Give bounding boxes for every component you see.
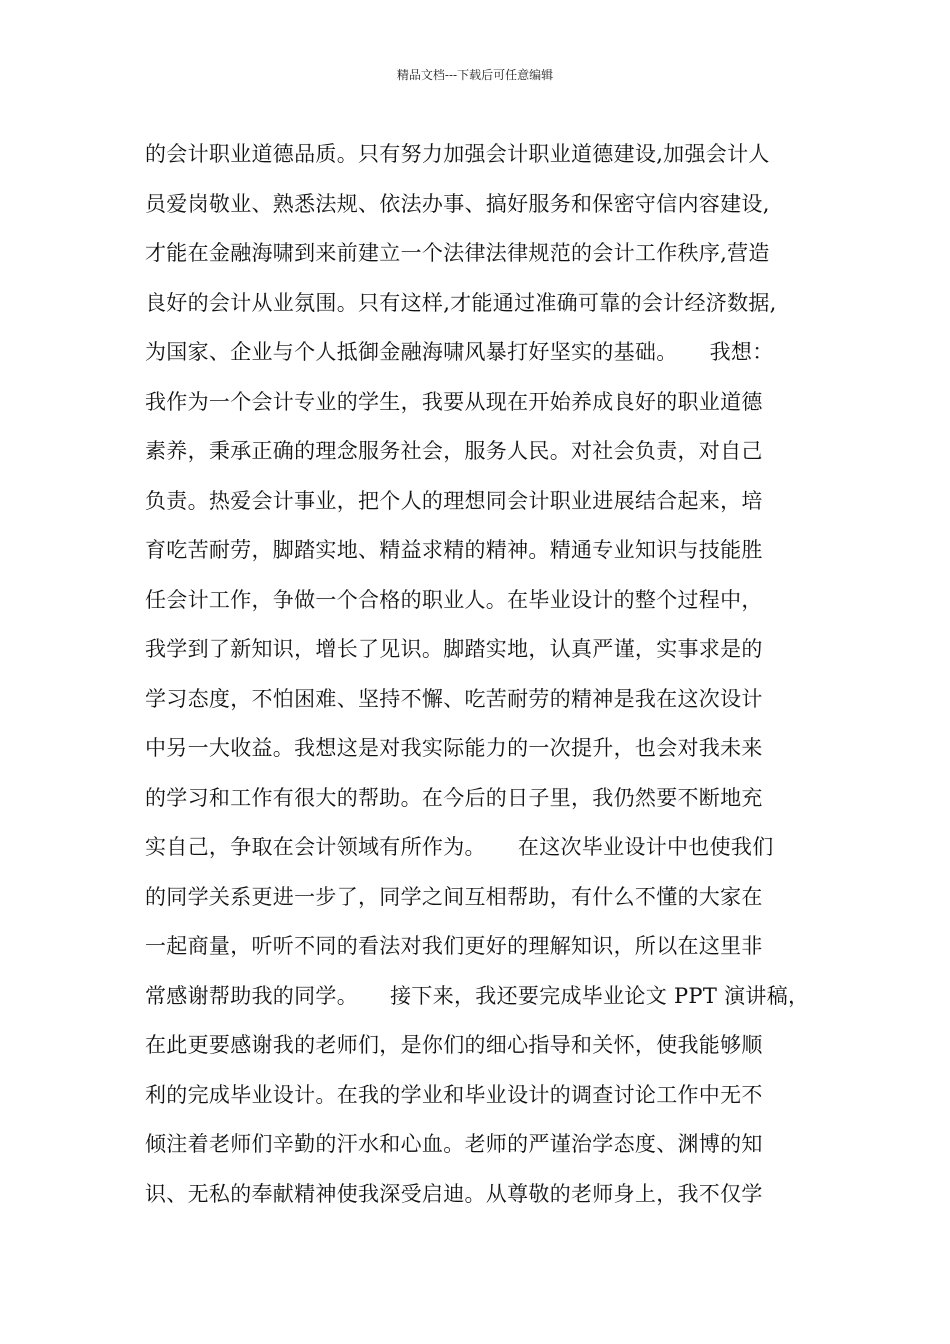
text-line: 倾注着老师们辛勤的汗水和心血。老师的严谨治学态度、渊博的知 (145, 1132, 763, 1156)
text-line: 学习态度，不怕困难、坚持不懈、吃苦耐劳的精神是我在这次设计 (145, 686, 763, 711)
text-line: 良好的会计从业氛围。只有这样,才能通过准确可靠的会计经济数据, (145, 290, 777, 315)
text-line: 素养，秉承正确的理念服务社会，服务人民。对社会负责，对自己 (145, 439, 763, 463)
text-line: 我学到了新知识，增长了见识。脚踏实地，认真严谨，实事求是的 (145, 637, 763, 661)
text-line: 实自己，争取在会计领域有所作为。 在这次毕业设计中也使我们 (145, 835, 774, 859)
text-line: 为国家、企业与个人抵御金融海啸风暴打好坚实的基础。 我想： (145, 340, 774, 364)
text-line: 的同学关系更进一步了，同学之间互相帮助，有什么不懂的大家在 (145, 884, 763, 909)
text-line: 育吃苦耐劳，脚踏实地、精益求精的精神。精通专业知识与技能胜 (145, 538, 763, 562)
text-line: 的会计职业道德品质。只有努力加强会计职业道德建设,加强会计人 (145, 142, 770, 166)
text-line: 识、无私的奉献精神使我深受启迪。从尊敬的老师身上，我不仅学 (145, 1181, 763, 1206)
text-line: 才能在金融海啸到来前建立一个法律法律规范的会计工作秩序,营造 (145, 241, 770, 265)
text-line: 负责。热爱会计事业，把个人的理想同会计职业进展结合起来，培 (145, 488, 763, 513)
text-line: 任会计工作，争做一个合格的职业人。在毕业设计的整个过程中， (145, 587, 763, 612)
body-text (145, 130, 825, 1219)
text-line: 利的完成毕业设计。在我的学业和毕业设计的调查讨论工作中无不 (145, 1082, 763, 1107)
text-line: 的学习和工作有很大的帮助。在今后的日子里，我仍然要不断地充 (145, 785, 763, 810)
text-line: 我作为一个会计专业的学生，我要从现在开始养成良好的职业道德 (145, 389, 763, 414)
text-line: 一起商量，听听不同的看法对我们更好的理解知识，所以在这里非 (145, 934, 763, 958)
text-line: 中另一大收益。我想这是对我实际能力的一次提升，也会对我未来 (145, 736, 763, 760)
text-line: 员爱岗敬业、熟悉法规、依法办事、搞好服务和保密守信内容建设, (145, 191, 770, 216)
text-line: 在此更要感谢我的老师们，是你们的细心指导和关怀，使我能够顺 (145, 1033, 763, 1057)
page-header: 精品文档---下载后可任意编辑 (396, 68, 554, 82)
text-line: 常感谢帮助我的同学。 接下来，我还要完成毕业论文 PPT 演讲稿， (145, 983, 810, 1008)
